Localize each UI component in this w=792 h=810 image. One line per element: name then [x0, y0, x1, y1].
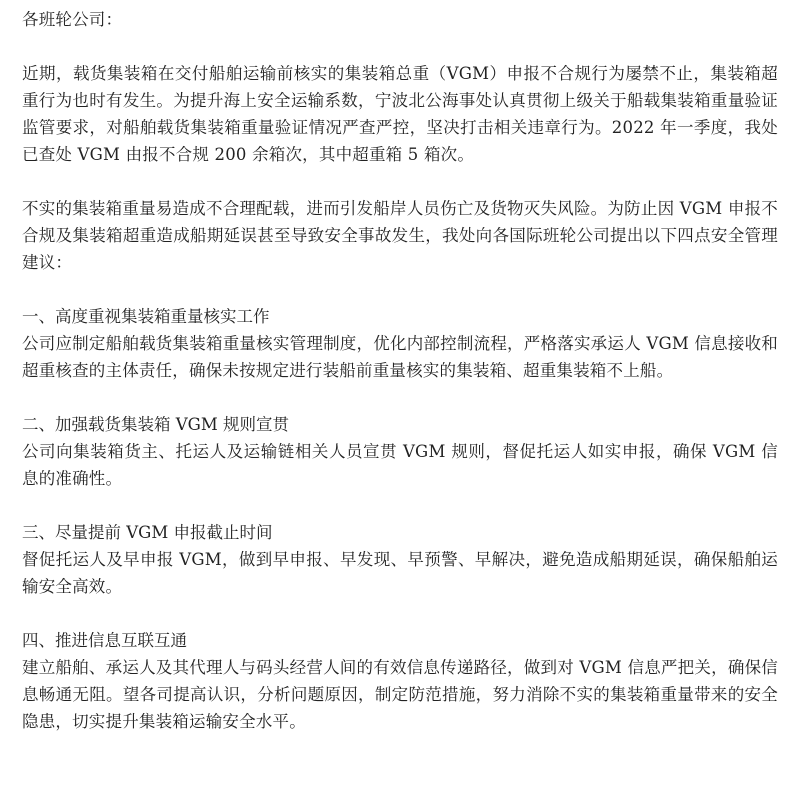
- salutation: 各班轮公司：: [22, 10, 123, 29]
- section-3: [22, 519, 778, 600]
- section-heading: 一、高度重视集装箱重量核实工作: [22, 307, 270, 326]
- section-4: [22, 627, 778, 735]
- paragraph-gap: [22, 276, 778, 303]
- paragraph-gap: [22, 492, 778, 519]
- section-heading: 四、推进信息互联互通: [22, 631, 187, 650]
- section-heading: 三、尽量提前 VGM 申报截止时间: [22, 523, 273, 542]
- intro-paragraph-1: 近期，载货集装箱在交付船舶运输前核实的集装箱总重（VGM）申报不合规行为屡禁不止，集装箱超重行为也时有发生。为提升海上安全运输系数，宁波北公海事处认真贯彻上级关于船载集装箱重量验证监管要求，对船舶载货集装箱重量验证情况严查严控，坚决打击相关违章行为。2022 年一季度，我处已查处 VGM 由报不合规 200 余箱次，其中超重箱 5 箱次。: [22, 64, 778, 164]
- section-1: [22, 303, 778, 384]
- section-body: 督促托运人及早申报 VGM，做到早申报、早发现、早预警、早解决，避免造成船期延误，确保船舶运输安全高效。: [22, 550, 778, 596]
- intro-paragraph-2: 不实的集装箱重量易造成不合理配载，进而引发船岸人员伤亡及货物灭失风险。为防止因 VGM 申报不合规及集装箱超重造成船期延误甚至导致安全事故发生，我处向各国际班轮公司提出以下四点安全管理建议：: [22, 199, 778, 272]
- section-2: [22, 411, 778, 492]
- notice-document: [22, 6, 778, 735]
- paragraph-gap: [22, 33, 778, 60]
- paragraph-gap: [22, 384, 778, 411]
- section-body: 建立船舶、承运人及其代理人与码头经营人间的有效信息传递路径，做到对 VGM 信息严把关，确保信息畅通无阻。望各司提高认识，分析问题原因，制定防范措施，努力消除不实的集装箱重量带来的安全隐患，切实提升集装箱运输安全水平。: [22, 658, 778, 731]
- paragraph-gap: [22, 168, 778, 195]
- paragraph-gap: [22, 600, 778, 627]
- section-body: 公司向集装箱货主、托运人及运输链相关人员宣贯 VGM 规则，督促托运人如实申报，确保 VGM 信息的准确性。: [22, 442, 778, 488]
- section-body: 公司应制定船舶载货集装箱重量核实管理制度，优化内部控制流程，严格落实承运人 VGM 信息接收和超重核查的主体责任，确保未按规定进行装船前重量核实的集装箱、超重集装箱不上船。: [22, 334, 778, 380]
- section-heading: 二、加强载货集装箱 VGM 规则宣贯: [22, 415, 289, 434]
